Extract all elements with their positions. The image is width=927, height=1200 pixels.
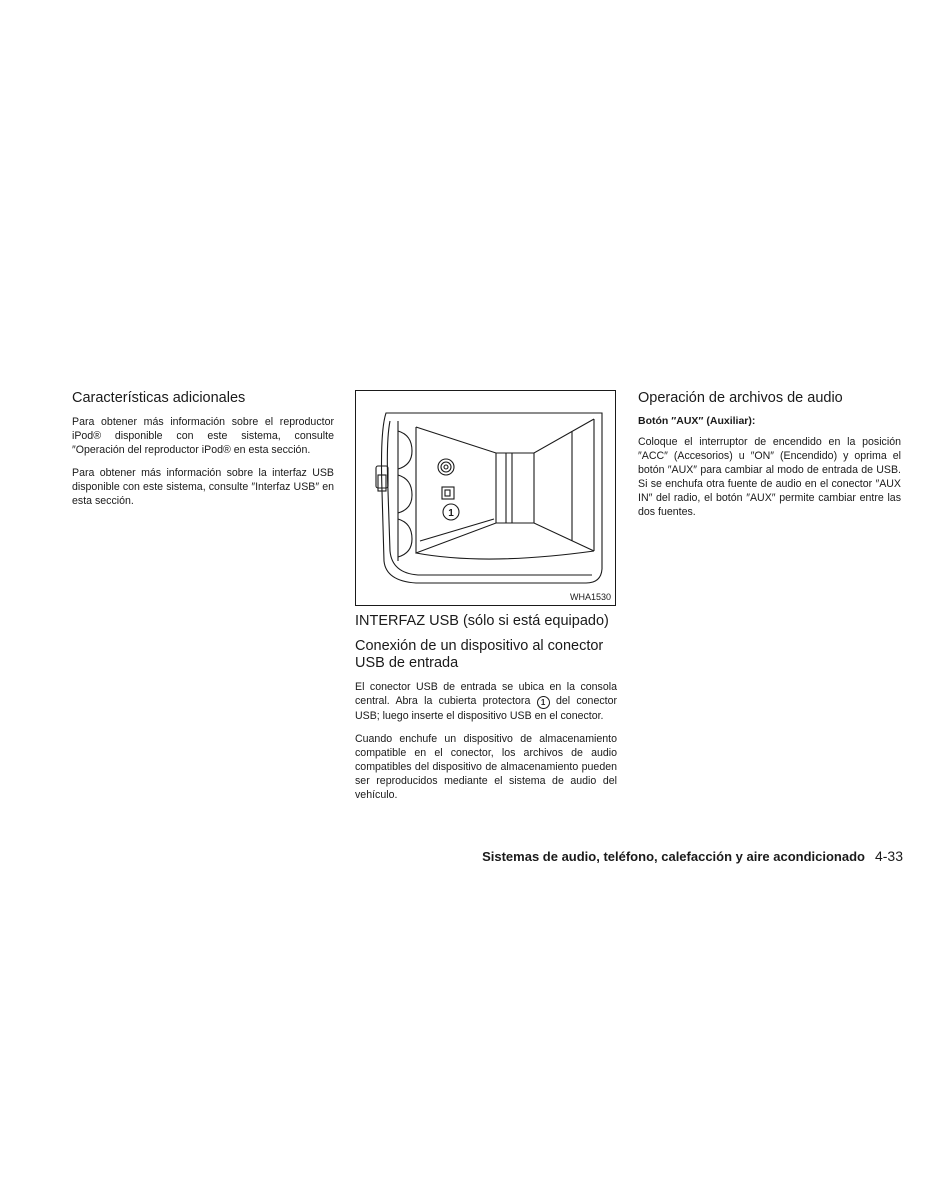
figure-callout-label: 1 bbox=[448, 508, 454, 519]
paragraph-usb-location-end: del conector USB; luego inserte el dispositivo USB en el conector. bbox=[355, 695, 617, 722]
section-heading-conexion: Conexión de un dispositivo al conector USB de entrada bbox=[355, 638, 604, 671]
section-heading-caracteristicas: Características adicionales bbox=[72, 390, 246, 406]
paragraph-storage-device: Cuando enchufe un dispositivo de almacenamiento compatible en el conector, los archivos de audio compatibles del dispositivo de almacenamiento pueden ser reproducidos mediante el sistema de audio del vehículo. bbox=[355, 733, 617, 801]
figure-id-label: WHA1530 bbox=[569, 592, 611, 602]
paragraph-aux-instructions: Coloque el interruptor de encendido en la posición ″ACC″ (Accesorios) u ″ON″ (Encendido) y oprima el botón ″AUX″ para cambiar al modo de entrada de USB. Si se enchufa otra fuente de audio en el conector ″AUX IN″ del radio, el botón ″AUX″ permite cambiar entre las dos fuentes. bbox=[638, 436, 901, 518]
paragraph-usb-location-start: El conector USB de entrada se ubica en la consola central. Abra la cubierta protectora bbox=[355, 681, 617, 707]
footer-chapter-title: Sistemas de audio, teléfono, calefacción y aire acondicionado bbox=[482, 849, 865, 864]
right-column bbox=[638, 390, 901, 528]
callout-1-icon: 1 bbox=[537, 696, 550, 709]
paragraph-usb-location bbox=[355, 680, 617, 723]
page-number: 4-33 bbox=[874, 848, 903, 864]
paragraph-usb-info: Para obtener más información sobre la interfaz USB disponible con este sistema, consulte ″Interfaz USB″ en esta sección. bbox=[72, 467, 334, 507]
section-heading-interfaz-usb: INTERFAZ USB (sólo si está equipado) bbox=[355, 613, 609, 629]
aux-button-subheading: Botón ″AUX″ (Auxiliar): bbox=[638, 415, 756, 427]
usb-console-figure bbox=[355, 390, 616, 606]
section-heading-operacion: Operación de archivos de audio bbox=[638, 390, 843, 406]
page-footer bbox=[420, 848, 903, 865]
middle-column bbox=[355, 390, 617, 811]
left-column bbox=[72, 390, 334, 517]
center-console-illustration bbox=[356, 391, 615, 605]
paragraph-ipod-info: Para obtener más información sobre el reproductor iPod® disponible con este sistema, consulte ″Operación del reproductor iPod® en esta sección. bbox=[72, 416, 334, 456]
